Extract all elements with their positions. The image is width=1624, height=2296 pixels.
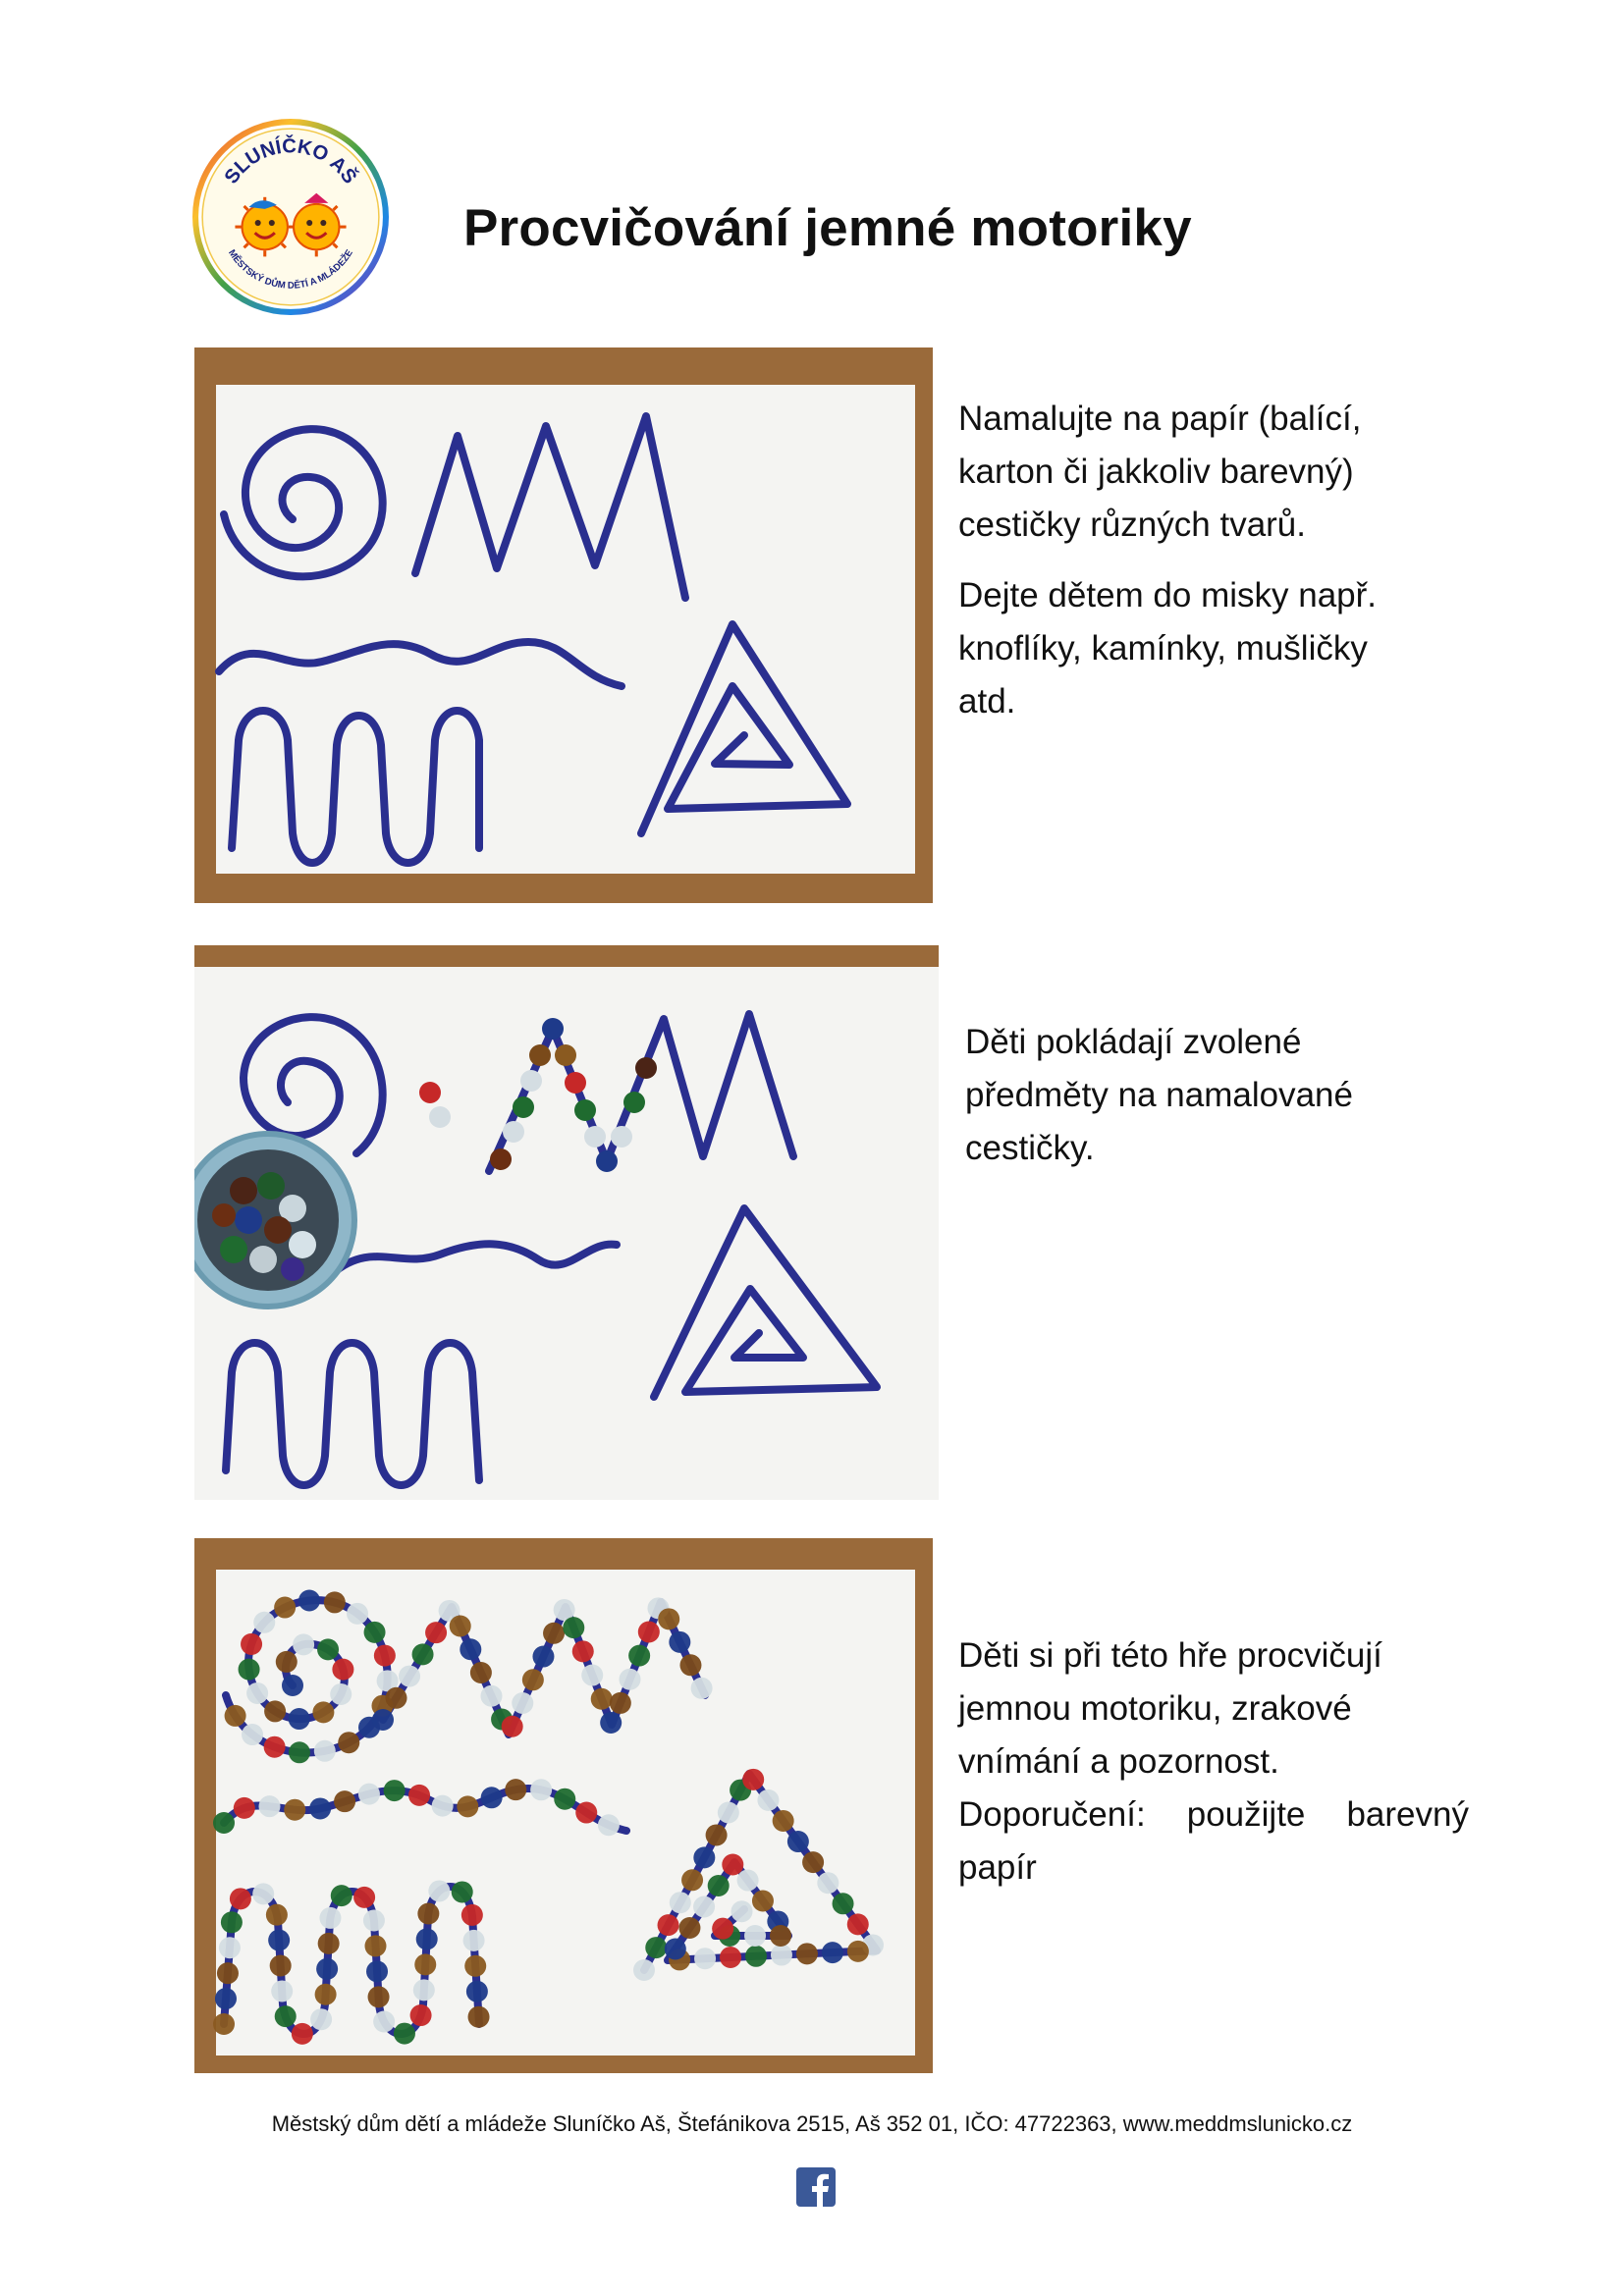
recommendation-line2: papír <box>958 1848 1037 1887</box>
sun-logo-icon <box>191 118 390 316</box>
facebook-icon[interactable] <box>796 2167 836 2207</box>
paragraph: Děti si při této hře procvičují jemnou motoriku, zrakové vnímání a pozornost. <box>958 1636 1382 1781</box>
paragraph: Děti pokládají zvolené předměty na namalované cestičky. <box>965 1023 1353 1167</box>
recommendation-middle: použijte <box>1186 1795 1306 1834</box>
instruction-text-3 <box>958 1629 1469 1895</box>
page-title: Procvičování jemné motoriky <box>463 199 1192 257</box>
paragraph: Dejte dětem do misky např. knoflíky, kamínky, mušličky atd. <box>958 576 1378 721</box>
logo-top-text: SLUNÍČKO AŠ <box>220 135 361 188</box>
paragraph: Namalujte na papír (balící, karton či jakkoliv barevný) cestičky různých tvarů. <box>958 400 1362 544</box>
recommendation-label: Doporučení: <box>958 1795 1146 1834</box>
recommendation <box>958 1789 1469 1895</box>
completed-stone-paths-photo <box>194 1538 933 2073</box>
organization-logo <box>191 118 390 316</box>
children-placing-glass-stones-photo <box>194 945 939 1500</box>
instruction-text-1 <box>958 393 1430 728</box>
footer-contact: Městský dům dětí a mládeže Sluníčko Aš, Štefánikova 2515, Aš 352 01, IČO: 47722363, www.meddmslunicko.cz <box>271 2111 1353 2136</box>
recommendation-end: barevný <box>1346 1795 1469 1834</box>
drawn-paths-on-paper-photo <box>194 347 933 903</box>
logo-bottom-text: MĚSTSKÝ DŮM DĚTÍ A MLÁDEŽE <box>226 247 355 292</box>
instruction-text-2 <box>965 1016 1436 1175</box>
